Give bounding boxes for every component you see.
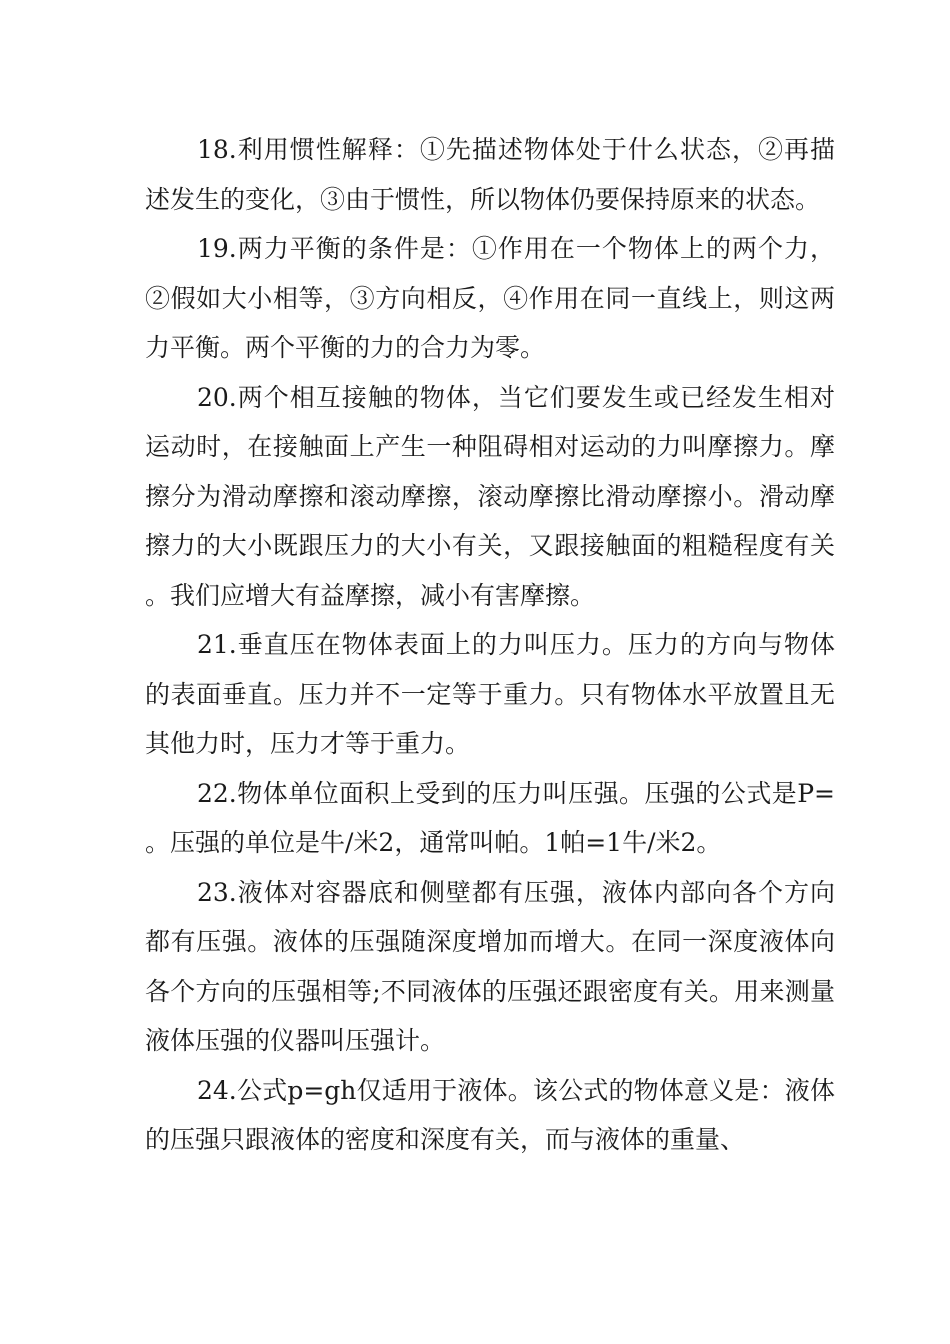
- paragraph-21: 21.垂直压在物体表面上的力叫压力。压力的方向与物体的表面垂直。压力并不一定等于重力。只有物体水平放置且无其他力时，压力才等于重力。: [145, 630, 835, 758]
- paragraph-20: 20.两个相互接触的物体，当它们要发生或已经发生相对运动时，在接触面上产生一种阻碍相对运动的力叫摩擦力。摩擦分为滑动摩擦和滚动摩擦，滚动摩擦比滑动摩擦小。滑动摩擦力的大小既跟压力的大小有关，又跟接触面的粗糙程度有关。我们应增大有益摩擦，减小有害摩擦。: [145, 382, 835, 610]
- paragraph-23: 23.液体对容器底和侧壁都有压强，液体内部向各个方向都有压强。液体的压强随深度增加而增大。在同一深度液体向各个方向的压强相等;不同液体的压强还跟密度有关。用来测量液体压强的仪器叫压强计。: [145, 877, 835, 1055]
- paragraph-18: 18.利用惯性解释：①先描述物体处于什么状态，②再描述发生的变化，③由于惯性，所以物体仍要保持原来的状态。: [145, 135, 835, 214]
- paragraph-19: 19.两力平衡的条件是：①作用在一个物体上的两个力，②假如大小相等，③方向相反，④作用在同一直线上，则这两力平衡。两个平衡的力的合力为零。: [145, 234, 835, 362]
- document-body: [145, 125, 835, 1165]
- paragraph-24: 24.公式p=gh仅适用于液体。该公式的物体意义是：液体的压强只跟液体的密度和深度有关，而与液体的重量、: [145, 1075, 835, 1154]
- paragraph-22: 22.物体单位面积上受到的压力叫压强。压强的公式是P=。压强的单位是牛/米2，通常叫帕。1帕=1牛/米2。: [145, 778, 835, 857]
